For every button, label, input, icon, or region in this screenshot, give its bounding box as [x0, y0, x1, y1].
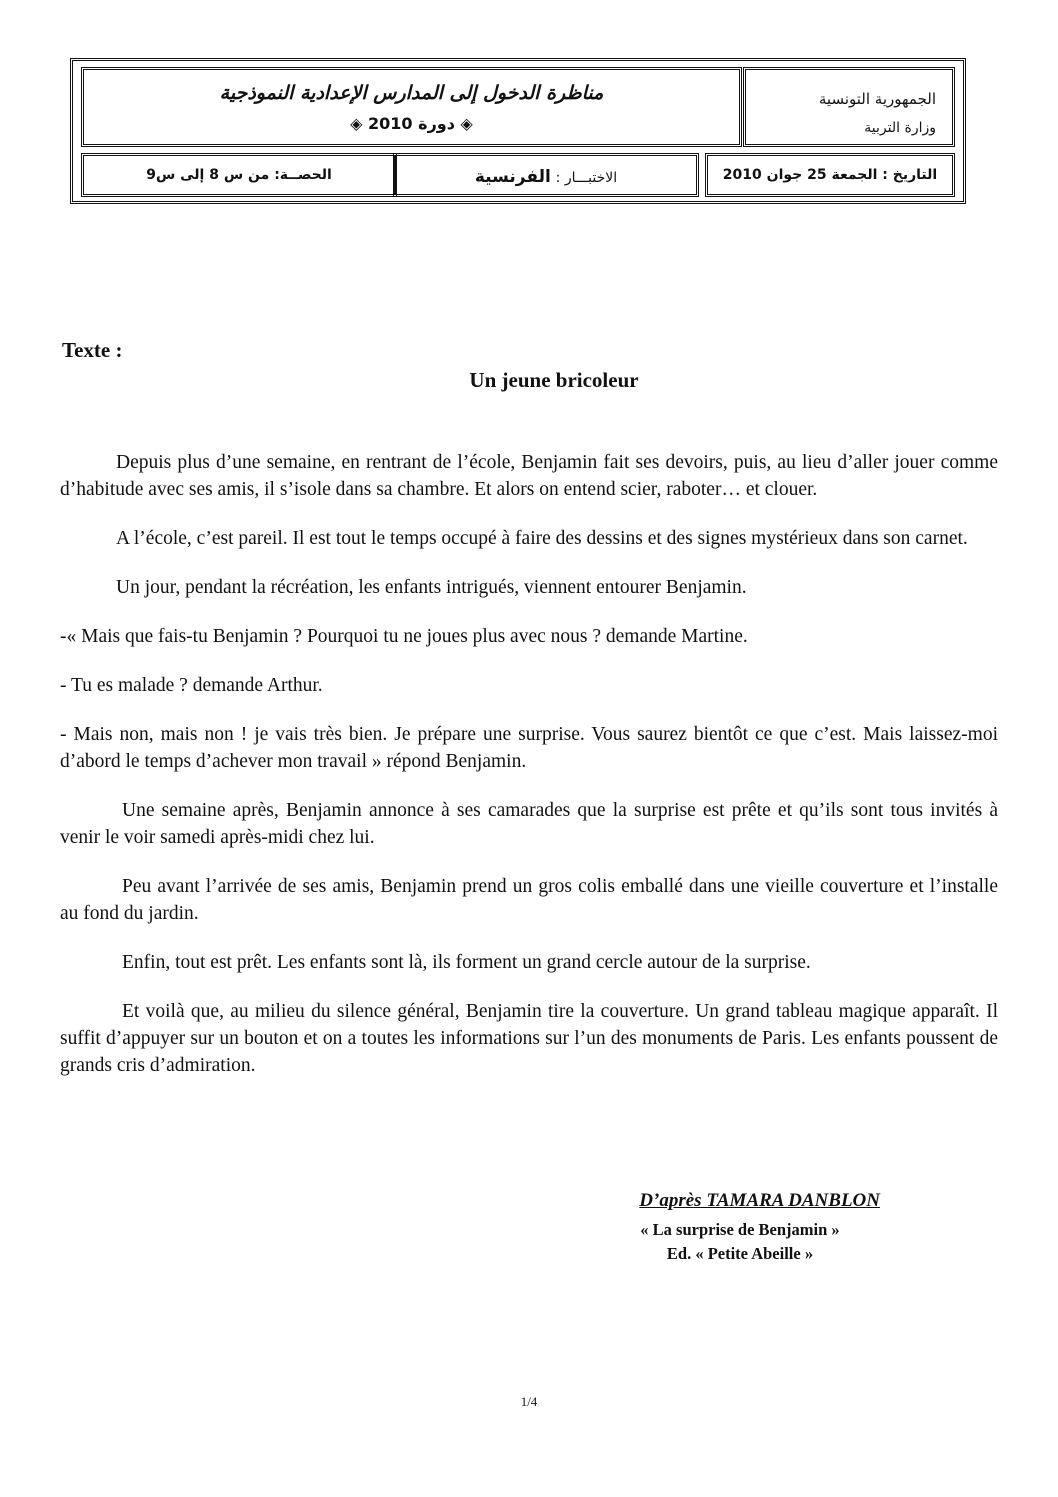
source-book: « La surprise de Benjamin »: [640, 1220, 840, 1239]
contest-cell: [81, 67, 742, 147]
ministry-cell: [743, 67, 955, 147]
paragraph: Un jour, pendant la récréation, les enfants intrigués, viennent entourer Benjamin.: [116, 577, 747, 598]
subject-label: الاختبـــار :: [555, 170, 618, 186]
source-author: D’après TAMARA DANBLON: [639, 1190, 880, 1211]
republic-label: الجمهورية التونسية: [818, 90, 936, 108]
paragraph: Depuis plus d’une semaine, en rentrant de l’école, Benjamin fait ses devoirs, puis, au lieu d’aller jouer comme d’habitude avec ses amis, il s’isole dans sa chambre. Et alors on entend scier, raboter… et clouer.: [60, 452, 998, 500]
paragraph: Enfin, tout est prêt. Les enfants sont là, ils forment un grand cercle autour de la surprise.: [122, 952, 811, 973]
exam-date: التاريخ : الجمعة 25 جوان 2010: [722, 167, 938, 183]
paragraph: A l’école, c’est pareil. Il est tout le temps occupé à faire des dessins et des signes mystérieux dans son carnet.: [116, 528, 968, 549]
paragraph: Peu avant l’arrivée de ses amis, Benjamin prend un gros colis emballé dans une vieille couverture et l’installe au fond du jardin.: [60, 876, 998, 924]
contest-title: مناظرة الدخول إلى المدارس الإعدادية النموذجية: [219, 82, 604, 104]
exam-header: [70, 58, 966, 204]
subject-cell: [393, 153, 699, 197]
subject-value: الفرنسية: [474, 167, 551, 187]
page-number: 1/4: [520, 1394, 538, 1409]
header-top-row: [81, 67, 955, 147]
ministry-label: وزارة التربية: [864, 120, 936, 136]
dialogue-line: -« Mais que fais-tu Benjamin ? Pourquoi tu ne joues plus avec nous ? demande Martine.: [60, 626, 748, 647]
date-cell: [705, 153, 955, 197]
story-text: [60, 449, 998, 1101]
paragraph: Et voilà que, au milieu du silence général, Benjamin tire la couverture. Un grand tableau magique apparaît. Il suffit d’appuyer sur un bouton et on a toutes les informations sur l’un des monuments de Paris. Les enfants poussent de grands cris d’admiration.: [60, 1001, 998, 1076]
exam-subject: [396, 167, 696, 187]
source-publisher: Ed. « Petite Abeille »: [666, 1244, 814, 1263]
source-citation: [560, 1190, 920, 1268]
session-year: ◈ دورة 2010 ◈: [350, 114, 473, 133]
story-title: Un jeune bricoleur: [469, 368, 639, 392]
dialogue-line: - Mais non, mais non ! je vais très bien. Je prépare une surprise. Vous saurez bientôt ce que c’est. Mais laissez-moi d’abord le temps d’achever mon travail » répond Benjamin.: [60, 724, 998, 772]
section-label: Texte :: [62, 338, 123, 362]
header-bottom-row: [81, 153, 955, 197]
time-cell: [81, 153, 397, 197]
dialogue-line: - Tu es malade ? demande Arthur.: [60, 675, 323, 696]
paragraph: Une semaine après, Benjamin annonce à ses camarades que la surprise est prête et qu’ils sont tous invités à venir le voir samedi après-midi chez lui.: [60, 800, 998, 848]
exam-time: الحصــة: من س 8 إلى س9: [146, 167, 332, 183]
